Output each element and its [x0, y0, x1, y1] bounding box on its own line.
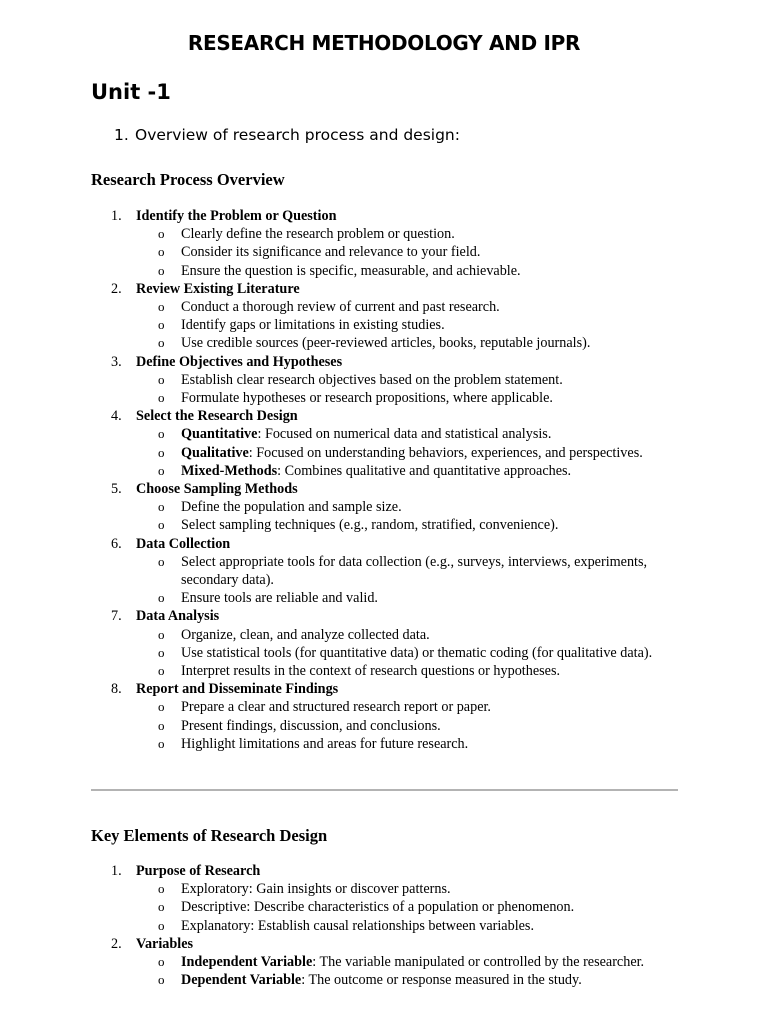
list-item: [0, 407, 768, 480]
sub-item-text: Interpret results in the context of research questions or hypotheses.: [181, 662, 561, 679]
bullet-icon: o: [158, 499, 165, 515]
sub-list-item: [0, 425, 768, 443]
sub-item-text: Exploratory: Gain insights or discover patterns.: [181, 881, 451, 898]
horizontal-divider: [91, 789, 678, 791]
bullet-icon: o: [158, 444, 165, 460]
list-item-number: 5.: [111, 480, 122, 497]
sub-list-item: [0, 626, 768, 644]
bullet-icon: o: [158, 699, 165, 715]
list-item-number: 1.: [111, 863, 122, 879]
bullet-icon: o: [158, 553, 165, 569]
list-item-heading: [0, 353, 768, 371]
sub-item-text: Establish clear research objectives based on the problem statement.: [181, 371, 563, 388]
sub-item-text: Ensure the question is specific, measurable, and achievable.: [181, 262, 521, 279]
bullet-icon: o: [158, 244, 165, 260]
list-item-title: Choose Sampling Methods: [136, 480, 298, 497]
list-item-heading: [0, 480, 768, 498]
sub-item-text: Use statistical tools (for quantitative data) or thematic coding (for qualitative data).: [181, 644, 653, 661]
overview-item: [114, 126, 460, 144]
sub-item-term: Quantitative: [181, 426, 258, 443]
sub-item-term: Qualitative: [181, 444, 249, 461]
list-item-heading: [0, 207, 768, 225]
sub-item-text: Organize, clean, and analyze collected data.: [181, 626, 430, 643]
section-heading-research-process: Research Process Overview: [91, 170, 285, 189]
bullet-icon: o: [158, 735, 165, 751]
research-design-list: [0, 862, 768, 989]
bullet-icon: o: [158, 662, 165, 678]
bullet-icon: o: [158, 462, 165, 478]
sub-list-item: [0, 917, 768, 935]
sub-list-item: [0, 880, 768, 898]
sub-item-text: Define the population and sample size.: [181, 499, 402, 516]
list-item-number: 6.: [111, 535, 122, 552]
research-process-list: [0, 207, 768, 753]
sub-item-text: Clearly define the research problem or question.: [181, 226, 455, 243]
bullet-icon: o: [158, 371, 165, 387]
bullet-icon: o: [158, 317, 165, 333]
sub-list-item: [0, 262, 768, 280]
list-item-number: 3.: [111, 353, 122, 370]
sub-list-item: [0, 717, 768, 735]
bullet-icon: o: [158, 335, 165, 351]
sub-item-text: Prepare a clear and structured research report or paper.: [181, 699, 491, 716]
sub-list-item: [0, 735, 768, 753]
sub-item-text: Consider its significance and relevance to your field.: [181, 244, 481, 261]
sub-item-term: Mixed-Methods: [181, 462, 278, 479]
list-item-number: 1.: [111, 208, 122, 224]
overview-text: Overview of research process and design:: [135, 126, 460, 144]
bullet-icon: o: [158, 899, 165, 915]
list-item-title: Variables: [136, 935, 194, 952]
sub-item-text: Highlight limitations and areas for future research.: [181, 735, 469, 752]
bullet-icon: o: [158, 972, 165, 988]
bullet-icon: o: [158, 389, 165, 405]
list-item-heading: [0, 862, 768, 880]
list-item: [0, 280, 768, 353]
list-item-title: Report and Disseminate Findings: [136, 681, 339, 698]
sub-item-text: Conduct a thorough review of current and past research.: [181, 298, 500, 315]
sub-item-text: : Focused on understanding behaviors, experiences, and perspectives.: [248, 444, 643, 461]
list-item-heading: [0, 607, 768, 625]
sub-list-item: [0, 298, 768, 316]
list-item-number: 2.: [111, 935, 122, 952]
bullet-icon: o: [158, 917, 165, 933]
bullet-icon: o: [158, 953, 165, 969]
sub-item-text: Descriptive: Describe characteristics of a population or phenomenon.: [181, 899, 575, 916]
bullet-icon: o: [158, 626, 165, 642]
sub-list-item: [0, 444, 768, 462]
sub-list-item: [0, 316, 768, 334]
list-item: [0, 862, 768, 935]
sub-item-term: Dependent Variable: [181, 972, 302, 989]
sub-list-item: [0, 225, 768, 243]
list-item: [0, 535, 768, 608]
list-item: [0, 680, 768, 753]
overview-number: 1.: [114, 126, 129, 144]
sub-item-text: : The outcome or response measured in the study.: [301, 972, 582, 989]
bullet-icon: o: [158, 590, 165, 606]
list-item: [0, 935, 768, 990]
bullet-icon: o: [158, 717, 165, 733]
bullet-icon: o: [158, 226, 165, 242]
list-item-title: Data Analysis: [136, 608, 220, 625]
sub-list-item: [0, 589, 768, 607]
sub-item-text: : Focused on numerical data and statistical analysis.: [257, 426, 552, 443]
sub-item-text: : The variable manipulated or controlled by the researcher.: [312, 953, 645, 970]
sub-list-item: [0, 462, 768, 480]
list-item-heading: [0, 935, 768, 953]
sub-list-item: [0, 698, 768, 716]
sub-item-text: Ensure tools are reliable and valid.: [181, 590, 378, 607]
sub-item-text: Identify gaps or limitations in existing studies.: [181, 317, 445, 334]
sub-item-text: : Combines qualitative and quantitative approaches.: [277, 462, 572, 479]
bullet-icon: o: [158, 517, 165, 533]
bullet-icon: o: [158, 262, 165, 278]
sub-list-item: [0, 971, 768, 989]
unit-heading: Unit -1: [91, 80, 171, 104]
bullet-icon: o: [158, 426, 165, 442]
sub-item-text: Explanatory: Establish causal relationships between variables.: [181, 917, 535, 934]
sub-list-item: [0, 371, 768, 389]
list-item-title: Review Existing Literature: [136, 280, 300, 297]
list-item-heading: [0, 680, 768, 698]
sub-list-item: [0, 553, 768, 589]
bullet-icon: o: [158, 298, 165, 314]
sub-list-item: [0, 243, 768, 261]
list-item: [0, 207, 768, 280]
list-item-title: Purpose of Research: [136, 863, 261, 879]
sub-item-term: Independent Variable: [181, 953, 313, 970]
sub-list-item: [0, 389, 768, 407]
sub-list-item: [0, 898, 768, 916]
sub-list-item: [0, 516, 768, 534]
sub-item-text: Use credible sources (peer-reviewed articles, books, reputable journals).: [181, 335, 591, 352]
sub-list-item: [0, 662, 768, 680]
sub-item-text: Present findings, discussion, and conclusions.: [181, 717, 441, 734]
list-item-number: 8.: [111, 681, 122, 698]
list-item-heading: [0, 535, 768, 553]
sub-list-item: [0, 644, 768, 662]
list-item: [0, 607, 768, 680]
list-item-heading: [0, 280, 768, 298]
list-item-title: Select the Research Design: [136, 408, 298, 425]
sub-list-item: [0, 953, 768, 971]
bullet-icon: o: [158, 881, 165, 897]
list-item-number: 2.: [111, 280, 122, 297]
sub-item-text: Select sampling techniques (e.g., random, stratified, convenience).: [181, 517, 559, 534]
sub-item-text: Select appropriate tools for data collection (e.g., surveys, interviews, experiments, secondary data).: [181, 553, 648, 588]
sub-item-text: Formulate hypotheses or research propositions, where applicable.: [181, 389, 553, 406]
list-item-title: Identify the Problem or Question: [136, 208, 337, 224]
list-item: [0, 353, 768, 408]
list-item-heading: [0, 407, 768, 425]
document-title: RESEARCH METHODOLOGY AND IPR: [187, 31, 581, 55]
list-item-title: Data Collection: [136, 535, 231, 552]
bullet-icon: o: [158, 644, 165, 660]
section-heading-research-design: Key Elements of Research Design: [91, 826, 328, 845]
list-item: [0, 480, 768, 535]
list-item-title: Define Objectives and Hypotheses: [136, 353, 343, 370]
list-item-number: 7.: [111, 608, 122, 625]
sub-list-item: [0, 498, 768, 516]
list-item-number: 4.: [111, 408, 122, 425]
sub-list-item: [0, 334, 768, 352]
